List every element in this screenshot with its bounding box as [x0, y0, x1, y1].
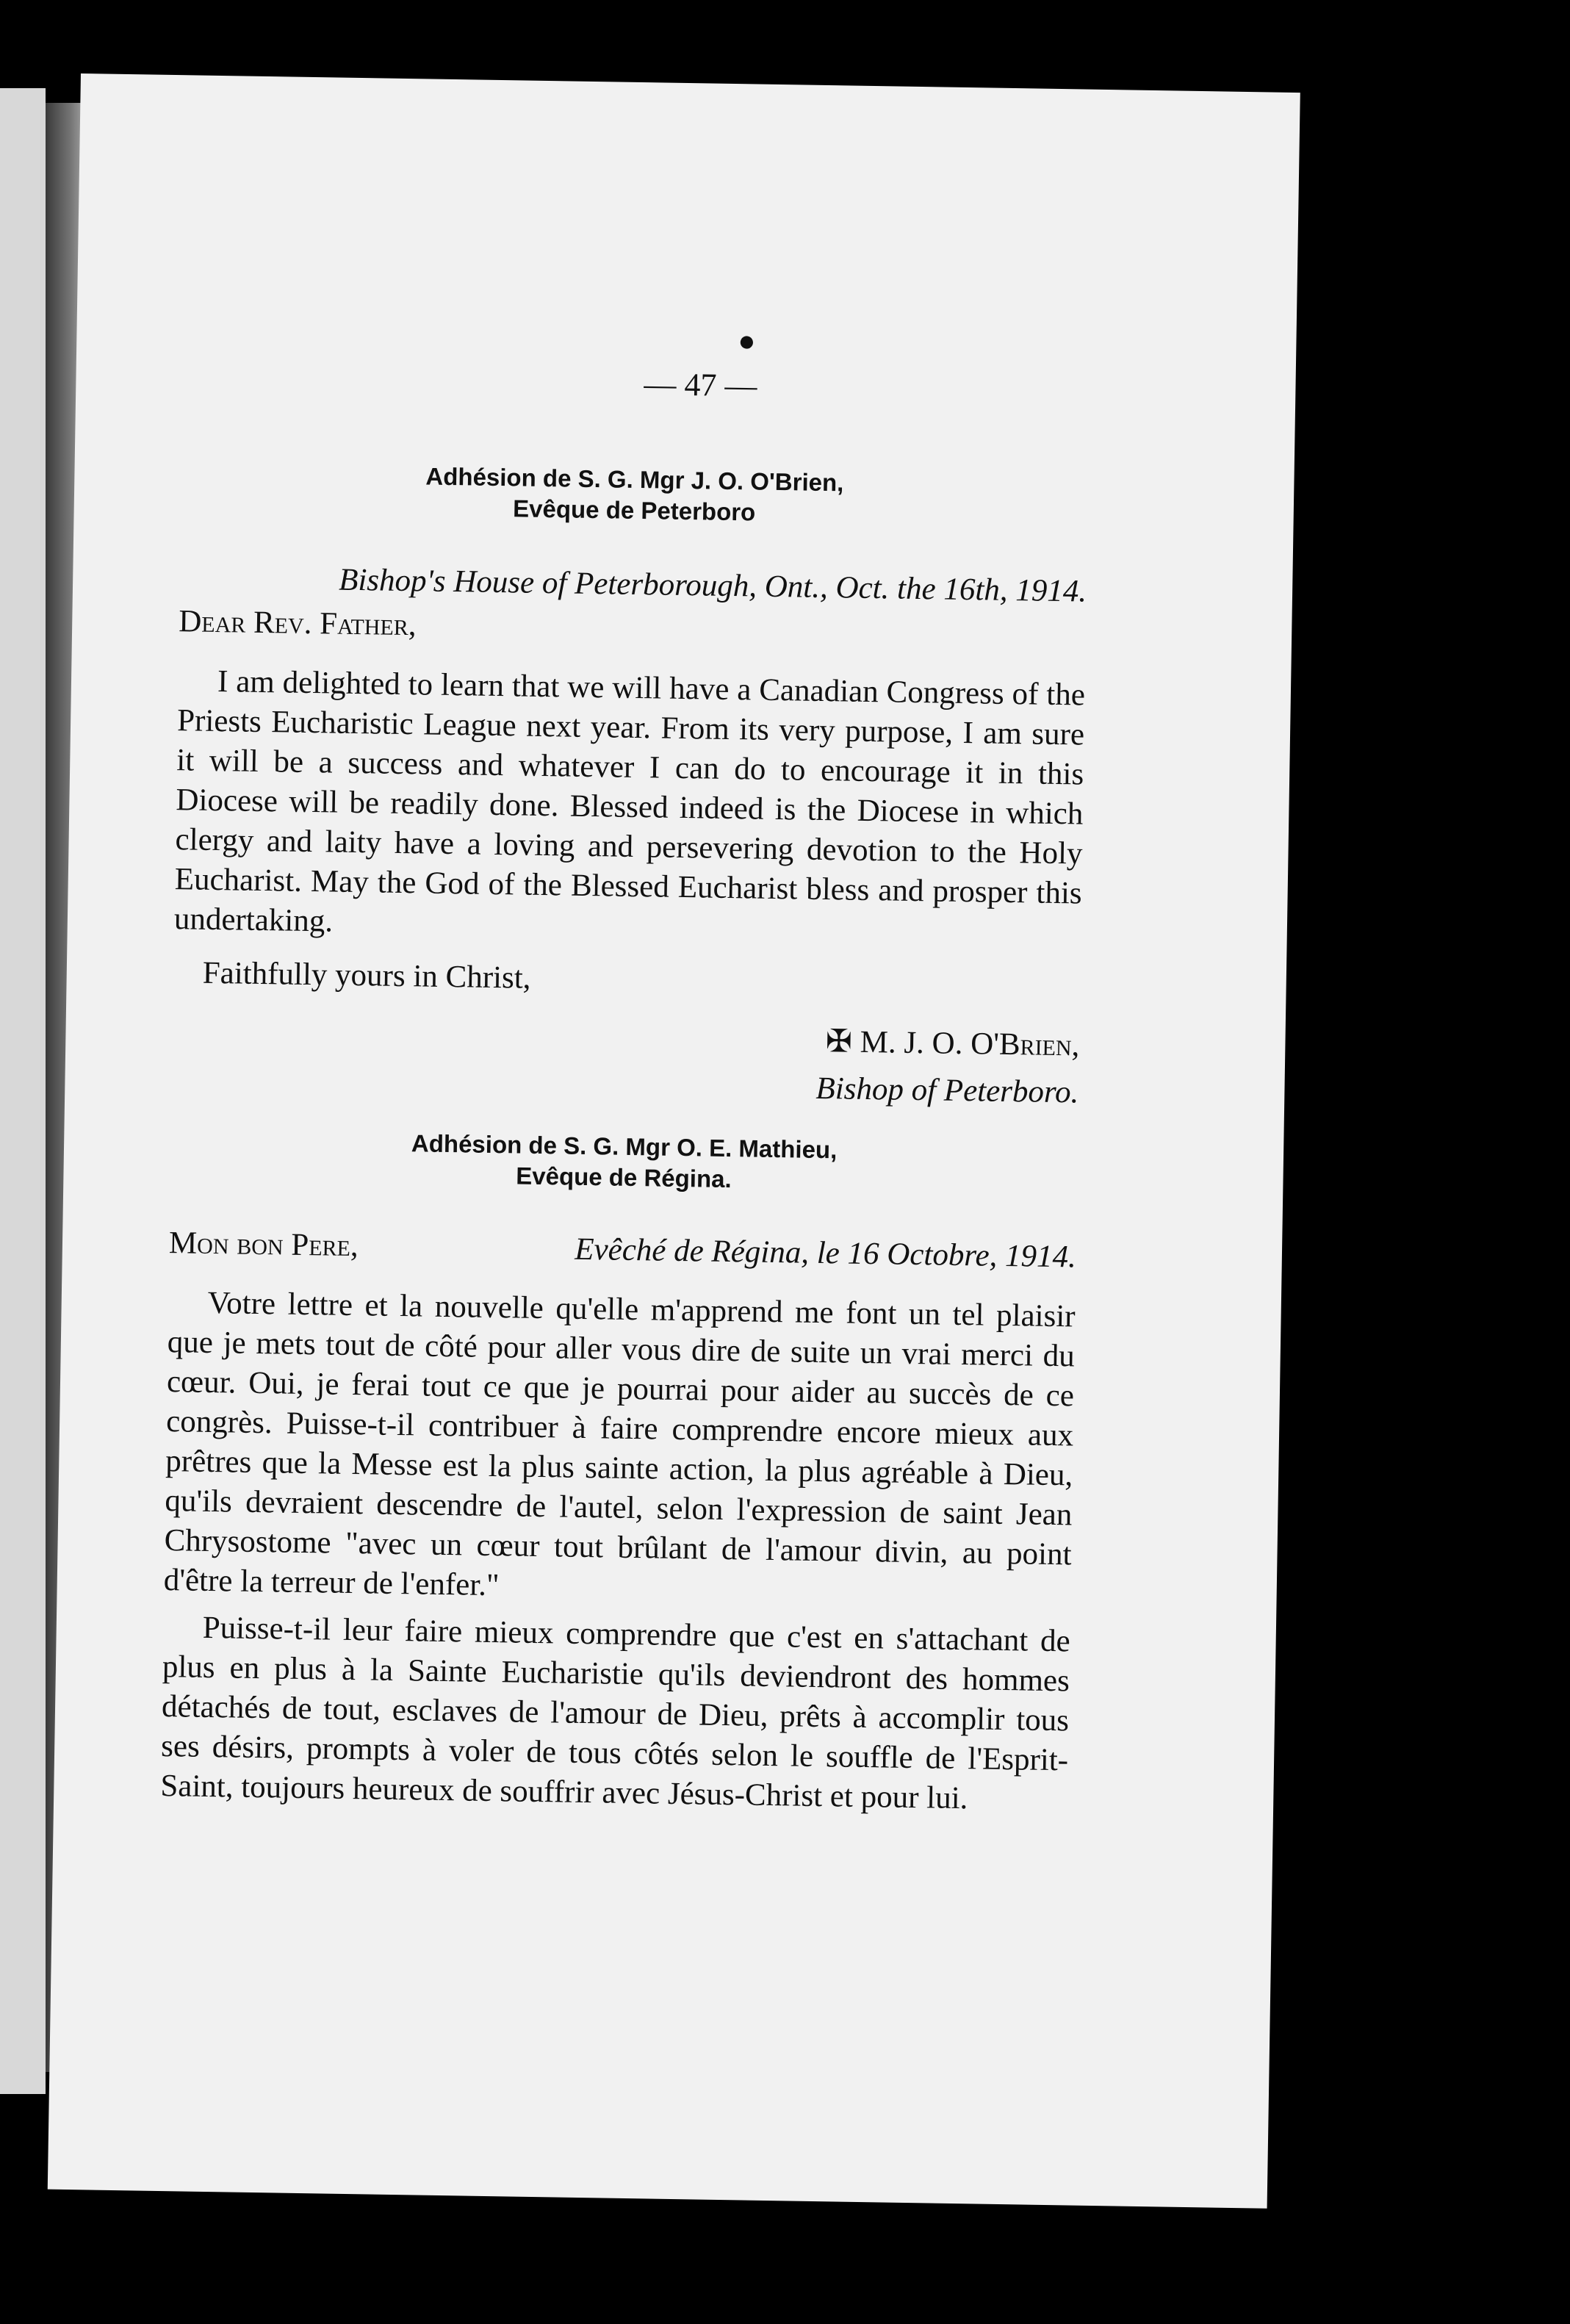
- letter-paragraph-2: Puisse-t-il leur faire mieux comprendre que c'est en s'attachant de plus en plus à la Sainte Eucharistie qu'ils deviendront des hommes détachés de tout, esclaves de l'amour de Dieu, prêts à accomplir tous ses désirs, prompts à voler de tous côtés selon le souffle de l'Esprit-Saint, toujours heureux de souffrir avec Jésus-Christ et pour lui.: [160, 1610, 1071, 1816]
- letter-heading: [180, 457, 1088, 533]
- letter-body: I am delighted to learn that we will have a Canadian Congress of the Priests Eucharistic League next year. From its very purpose, I am sure it will be a success and whatever I can do to encourage it in this Diocese will be readily done. Blessed indeed is the Diocese in which clergy and laity have a loving and persevering devotion to the Holy Eucharist. May the God of the Blessed Eucharist bless and prosper this undertaking.: [173, 664, 1086, 939]
- heading-line-2: Evêque de Régina.: [516, 1162, 732, 1193]
- heading-line-1: Adhésion de S. G. Mgr O. E. Mathieu,: [411, 1129, 838, 1164]
- heading-line-2: Evêque de Peterboro: [512, 494, 756, 526]
- letter-obrien: [171, 457, 1089, 1113]
- signature-line: [172, 1010, 1080, 1068]
- salutation-dateline-row: [169, 1223, 1077, 1278]
- salutation: Mon bon Pere,: [168, 1226, 359, 1264]
- letter-heading: [170, 1124, 1078, 1200]
- salutation: Dear Rev. Father,: [178, 604, 417, 643]
- signature-name: M. J. O. O'Brien,: [860, 1024, 1080, 1063]
- dateline: Evêché de Régina, le 16 Octobre, 1914.: [574, 1231, 1077, 1275]
- cross-icon: ✠: [825, 1024, 853, 1060]
- dateline: Bishop's House of Peterborough, Ont., Oct. the 16th, 1914.: [338, 562, 1087, 609]
- left-page-edge: [0, 88, 46, 2094]
- closing: Faithfully yours in Christ,: [202, 955, 531, 996]
- signature-title: Bishop of Peterboro.: [815, 1071, 1079, 1110]
- page-number: — 47 —: [644, 366, 757, 404]
- page-content: [160, 457, 1089, 1820]
- letter-mathieu: [160, 1124, 1078, 1820]
- ink-speck: ●: [738, 324, 756, 358]
- book-page: [48, 73, 1300, 2209]
- letter-paragraph-1: Votre lettre et la nouvelle qu'elle m'apprend me font un tel plaisir que je mets tout de côté pour aller vous dire de suite un vrai merci du cœur. Oui, je ferai tout ce que je pourrai pour aider au succès de ce congrès. Puisse-t-il contribuer à faire comprendre encore mieux aux prêtres que la Messe est la plus sainte action, la plus agréable à Dieu, qu'ils devraient descendre de l'autel, selon l'expression de saint Jean Chrysostome "avec un cœur tout brûlant de l'amour divin, au point d'être la terreur de l'enfer.": [163, 1285, 1076, 1603]
- heading-line-1: Adhésion de S. G. Mgr J. O. O'Brien,: [425, 462, 844, 497]
